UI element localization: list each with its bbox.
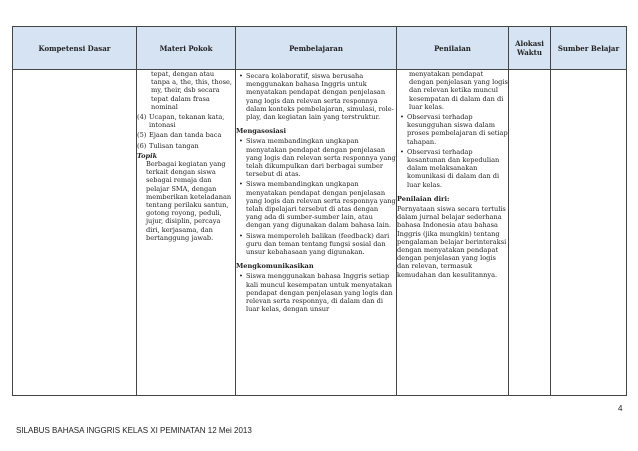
cell-kompetensi-dasar [13, 70, 137, 396]
section-heading-mengasosiasi: Mengasosiasi [236, 127, 286, 136]
section-heading-mengkomunikasikan: Mengkomunikasikan [236, 262, 314, 271]
bullet-icon: • [239, 180, 243, 189]
materi-item: (6) Tulisan tangan [137, 141, 199, 150]
header-materi-pokok: Materi Pokok [137, 27, 236, 70]
list-item: • Siswa memperoleh balikan (feedback) dari guru dan teman tentang fungsi sosial dan unsur kebahasaan yang digunakan. [236, 232, 396, 257]
penilaian-diri-body: Pernyataan siswa secara tertulis dalam jurnal belajar sederhana bahasa Indonesia atau bahasa Inggris (jika mungkin) tentang pengalaman belajar berinteraksi dengan menyatakan pendapat dengan penjelasan yang logis dan relevan, termasuk kemudahan dan kesulitannya. [397, 205, 507, 279]
cell-sumber-belajar [551, 70, 627, 396]
bullet-icon: • [239, 231, 243, 240]
list-item: • Observasi terhadap kesungguhan siswa dalam proses pembelajaran di setiap tahapan. [397, 113, 508, 146]
page-number: 4 [618, 404, 623, 413]
bullet-icon: • [239, 272, 243, 281]
cell-alokasi-waktu [509, 70, 551, 396]
materi-continuation: tepat, dengan atau tanpa a, the, this, those, my, their, dsb secara tepat dalam frasa nominal [151, 70, 233, 111]
list-item: • Secara kolaboratif, siswa berusaha menggunakan bahasa Inggris untuk menyatakan pendapat dengan penjelasan yang logis dan relevan serta responnya dalam konteks pembelajaran, simulasi, role-play, dan kegiatan lain yang terstruktur. [236, 72, 396, 121]
bullet-icon: • [239, 137, 243, 146]
materi-item: (5) Ejaan dan tanda baca [137, 131, 222, 140]
header-sumber-belajar: Sumber Belajar [551, 27, 627, 70]
table-row [13, 70, 627, 396]
list-item: • Siswa membandingkan ungkapan menyatakan pendapat dengan penjelasan yang logis dan relevan serta responnya yang telah dipelajari tersebut di atas dengan yang ada di sumber-sumber lain, atau dengan yang digunakan dalam bahasa lain. [236, 180, 396, 229]
bullet-icon: • [400, 113, 404, 122]
list-item: • Siswa membandingkan ungkapan menyatakan pendapat dengan penjelasan yang logis dan relevan serta responnya yang telah dikumpulkan dari berbagai sumber tersebut di atas. [236, 137, 396, 178]
header-kompetensi-dasar: Kompetensi Dasar [13, 27, 137, 70]
header-alokasi-waktu: Alokasi Waktu [509, 27, 551, 70]
section-heading-penilaian-diri: Penilaian diri: [397, 194, 450, 203]
bullet-icon: • [400, 147, 404, 156]
syllabus-table [12, 26, 627, 396]
header-penilaian: Penilaian [397, 27, 509, 70]
table-header-row [13, 27, 627, 70]
materi-item: (4) Ucapan, tekanan kata, intonasi [137, 113, 225, 130]
cell-pembelajaran [236, 70, 397, 396]
list-item: • Observasi terhadap kesantunan dan kepedulian dalam melaksanakan komunikasi di dalam dan di luar kelas. [397, 148, 508, 189]
header-pembelajaran: Pembelajaran [236, 27, 397, 70]
cell-penilaian [397, 70, 509, 396]
page-footer: SILABUS BAHASA INGGRIS KELAS XI PEMINATAN 12 Mei 2013 [16, 426, 252, 435]
penilaian-continuation: menyatakan pendapat dengan penjelasan yang logis dan relevan ketika muncul kesempatan di dalam dan di luar kelas. [409, 70, 508, 111]
list-item: • Siswa menggunakan bahasa Inggris setiap kali muncul kesempatan untuk menyatakan pendapat dengan penjelasan yang logis dan relevan serta responnya, di dalam dan di luar kelas, dengan unsur [236, 272, 396, 313]
topik-heading: Topik [137, 151, 158, 160]
topik-body: Berbagai kegiatan yang terkait dengan siswa sebagai remaja dan pelajar SMA, dengan memberikan keteladanan tentang perilaku santun, gotong royong, peduli, jujur, disiplin, percaya diri, kerjasama, dan bertanggung jawab. [146, 160, 232, 242]
cell-materi-pokok [137, 70, 236, 396]
bullet-icon: • [239, 72, 243, 80]
